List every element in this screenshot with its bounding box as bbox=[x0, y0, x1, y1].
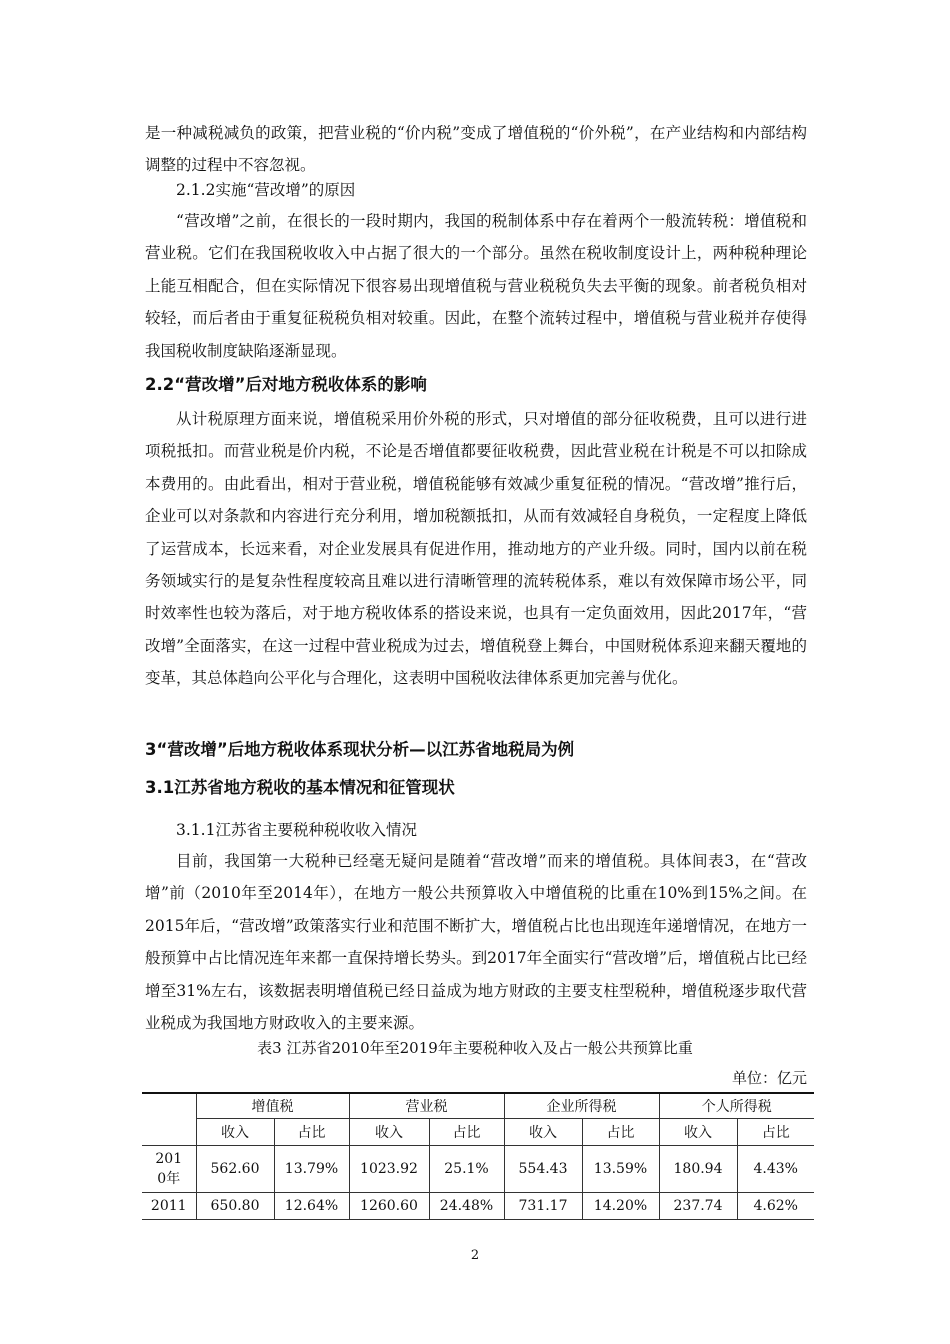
table-corner-cell bbox=[142, 1093, 196, 1146]
table-cell: 14.20% bbox=[582, 1193, 659, 1220]
table-cell: 4.62% bbox=[737, 1193, 814, 1220]
table-cell: 650.80 bbox=[196, 1193, 274, 1220]
table-cell: 12.64% bbox=[274, 1193, 349, 1220]
heading-3-1: 3.1江苏省地方税收的基本情况和征管现状 bbox=[145, 778, 455, 797]
paragraph-3-1-1: 目前，我国第一大税种已经毫无疑问是随着“营改增”而来的增值税。具体间表3，在“营改增”前（2010年至2014年），在地方一般公共预算收入中增值税的比重在10%到15%之间。在2015年后，“营改增”政策落实行业和范围不断扩大，增值税占比也出现连年递增情况，在地方一般预算中占比情况连年来都一直保持增长势头。到2017年全面实行“营改增”后，增值税占比已经增至31%左右，该数据表明增值税已经日益成为地方财政的主要支柱型税种，增值税逐步取代营业税成为我国地方财政收入的主要来源。 bbox=[145, 852, 807, 1033]
paragraph-top: 是一种减税减负的政策，把营业税的“价内税”变成了增值税的“价外税”，在产业结构和内部结构调整的过程中不容忽视。 bbox=[145, 124, 807, 175]
table-cell: 25.1% bbox=[429, 1146, 504, 1193]
table-subheader-row bbox=[142, 1119, 814, 1146]
subheader-income: 收入 bbox=[349, 1119, 429, 1146]
table-row bbox=[142, 1193, 814, 1220]
table-cell: 731.17 bbox=[504, 1193, 582, 1220]
table-unit: 单位：亿元 bbox=[731, 1069, 807, 1087]
table-cell: 13.79% bbox=[274, 1146, 349, 1193]
subheader-income: 收入 bbox=[504, 1119, 582, 1146]
table-header-row bbox=[142, 1093, 814, 1119]
table-cell: 24.48% bbox=[429, 1193, 504, 1220]
row-year: 2011 bbox=[142, 1193, 196, 1220]
subheader-income: 收入 bbox=[659, 1119, 737, 1146]
table-cell: 4.43% bbox=[737, 1146, 814, 1193]
header-vat: 增值税 bbox=[196, 1093, 349, 1119]
paragraph-2-2: 从计税原理方面来说，增值税采用价外税的形式，只对增值的部分征收税费，且可以进行进项税抵扣。而营业税是价内税，不论是否增值都要征收税费，因此营业税在计税是不可以扣除成本费用的。由此看出，相对于营业税，增值税能够有效减少重复征税的情况。“营改增”推行后，企业可以对条款和内容进行充分利用，增加税额抵扣，从而有效减轻自身税负，一定程度上降低了运营成本，长远来看，对企业发展具有促进作用，推动地方的产业升级。同时，国内以前在税务领域实行的是复杂性程度较高且难以进行清晰管理的流转税体系，难以有效保障市场公平，同时效率性也较为落后，对于地方税收体系的搭设来说，也具有一定负面效用，因此2017年，“营改增”全面落实，在这一过程中营业税成为过去，增值税登上舞台，中国财税体系迎来翻天覆地的变革，其总体趋向公平化与合理化，这表明中国税收法律体系更加完善与优化。 bbox=[145, 410, 807, 688]
paragraph-2-1-2: “营改增”之前，在很长的一段时期内，我国的税制体系中存在着两个一般流转税：增值税和营业税。它们在我国税收收入中占据了很大的一个部分。虽然在税收制度设计上，两种税种理论上能互相配合，但在实际情况下很容易出现增值税与营业税税负失去平衡的现象。前者税负相对较轻，而后者由于重复征税税负相对较重。因此，在整个流转过程中，增值税与营业税并存使得我国税收制度缺陷逐渐显现。 bbox=[145, 212, 807, 360]
header-business-tax: 营业税 bbox=[349, 1093, 504, 1119]
table-cell: 237.74 bbox=[659, 1193, 737, 1220]
subheader-share: 占比 bbox=[582, 1119, 659, 1146]
table-cell: 562.60 bbox=[196, 1146, 274, 1193]
subheader-income: 收入 bbox=[196, 1119, 274, 1146]
table-cell: 1023.92 bbox=[349, 1146, 429, 1193]
subheader-share: 占比 bbox=[429, 1119, 504, 1146]
heading-2-2: 2.2“营改增”后对地方税收体系的影响 bbox=[145, 375, 427, 394]
table-cell: 554.43 bbox=[504, 1146, 582, 1193]
row-year-text: 2010年 bbox=[155, 1151, 183, 1187]
heading-3: 3“营改增”后地方税收体系现状分析—以江苏省地税局为例 bbox=[145, 740, 575, 759]
table-cell: 1260.60 bbox=[349, 1193, 429, 1220]
page-number: 2 bbox=[470, 1248, 480, 1263]
header-personal-income-tax: 个人所得税 bbox=[659, 1093, 814, 1119]
row-year bbox=[142, 1146, 196, 1193]
subheader-share: 占比 bbox=[274, 1119, 349, 1146]
table-cell: 13.59% bbox=[582, 1146, 659, 1193]
subheading-2-1-2: 2.1.2实施“营改增”的原因 bbox=[176, 181, 356, 199]
tax-revenue-table bbox=[142, 1092, 814, 1220]
subheading-3-1-1: 3.1.1江苏省主要税种税收收入情况 bbox=[176, 821, 417, 839]
table-cell: 180.94 bbox=[659, 1146, 737, 1193]
table-row bbox=[142, 1146, 814, 1193]
header-corporate-income-tax: 企业所得税 bbox=[504, 1093, 659, 1119]
subheader-share: 占比 bbox=[737, 1119, 814, 1146]
table-caption: 表3 江苏省2010年至2019年主要税种收入及占一般公共预算比重 bbox=[257, 1039, 693, 1057]
